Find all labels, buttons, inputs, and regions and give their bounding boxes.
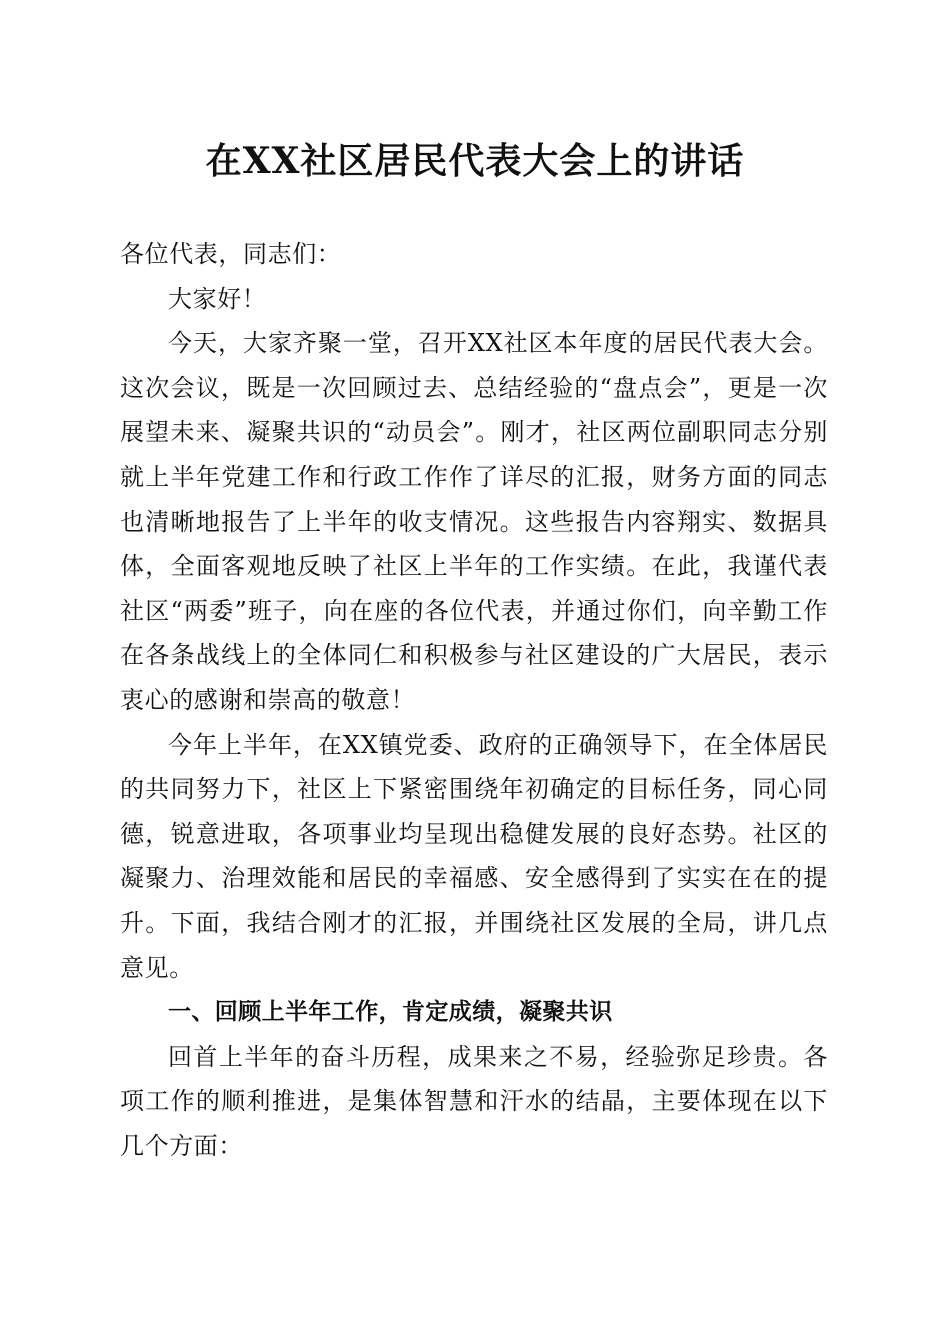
section-heading: 一、回顾上半年工作，肯定成绩，凝聚共识 bbox=[168, 999, 613, 1026]
greeting: 大家好！ bbox=[168, 284, 267, 313]
salutation: 各位代表，同志们： bbox=[120, 240, 342, 268]
paragraph-overview: 今年上半年，在XX镇党委、政府的正确领导下，在全体居民的共同努力下，社区上下紧密围绕年初确定的目标任务，同心同德，锐意进取，各项事业均呈现出稳健发展的良好态势。社区的凝聚力、治理效能和居民的幸福感、安全感得到了实实在在的提升。下面，我结合刚才的汇报，并围绕社区发展的全局，讲几点意见。 bbox=[120, 730, 828, 982]
paragraph-opening: 今天，大家齐聚一堂，召开XX社区本年度的居民代表大会。这次会议，既是一次回顾过去、总结经验的“盘点会”，更是一次展望未来、凝聚共识的“动员会”。刚才，社区两位副职同志分别就上半年党建工作和行政工作作了详尽的汇报，财务方面的同志也清晰地报告了上半年的收支情况。这些报告内容翔实、数据具体，全面客观地反映了社区上半年的工作实绩。在此，我谨代表社区“两委”班子，向在座的各位代表，并通过你们，向辛勤工作在各条战线上的全体同仁和积极参与社区建设的广大居民，表示衷心的感谢和崇高的敬意！ bbox=[120, 329, 828, 714]
document-title: 在XX社区居民代表大会上的讲话 bbox=[205, 140, 745, 182]
document-body bbox=[120, 232, 828, 1168]
section-paragraph: 回首上半年的奋斗历程，成果来之不易，经验弥足珍贵。各项工作的顺利推进，是集体智慧和汗水的结晶，主要体现在以下几个方面： bbox=[120, 1042, 828, 1160]
